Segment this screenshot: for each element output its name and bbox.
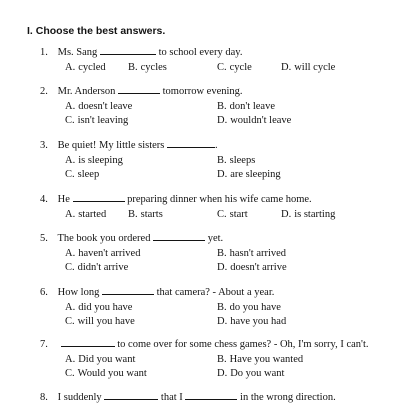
option-b[interactable]: B. do you have — [217, 301, 281, 313]
option-a[interactable]: A. haven't arrived — [65, 247, 141, 259]
options-row — [40, 208, 336, 223]
question-stem — [40, 285, 274, 301]
stem-before-blank: How long — [57, 287, 100, 298]
question-number: 6. — [40, 287, 48, 298]
stem-after-blank: that camera? - About a year. — [156, 287, 275, 298]
answer-blank — [100, 45, 156, 55]
answer-blank — [185, 390, 237, 400]
option-d[interactable]: D. are sleeping — [217, 169, 281, 180]
option-a[interactable]: A. doesn't leave — [65, 100, 133, 112]
question-4 — [40, 192, 336, 222]
question-stem — [40, 231, 223, 247]
answer-blank — [102, 285, 154, 295]
option-d[interactable]: D. have you had — [217, 316, 287, 327]
option-c[interactable]: C. Would you want — [65, 368, 147, 379]
options-row — [40, 61, 336, 76]
question-stem — [40, 192, 312, 208]
question-2 — [40, 84, 292, 129]
section-heading: I. Choose the best answers. — [27, 25, 166, 37]
option-d[interactable]: D. is starting — [281, 208, 336, 220]
option-b[interactable]: B. don't leave — [217, 100, 275, 112]
question-stem — [40, 390, 336, 406]
option-a[interactable]: A. did you have — [65, 301, 133, 313]
stem-part-2: that I — [160, 392, 183, 403]
question-number: 5. — [40, 233, 48, 244]
option-c[interactable]: C. isn't leaving — [65, 115, 129, 126]
option-d[interactable]: D. wouldn't leave — [217, 115, 292, 126]
question-3 — [40, 138, 281, 183]
answer-blank — [73, 192, 125, 202]
stem-before-blank: The book you ordered — [57, 233, 151, 244]
question-8 — [40, 390, 336, 406]
option-b[interactable]: B. hasn't arrived — [217, 247, 287, 259]
option-c[interactable]: C. start — [217, 208, 248, 220]
question-number: 2. — [40, 86, 48, 97]
question-number: 1. — [40, 47, 48, 58]
option-a[interactable]: A. Did you want — [65, 353, 136, 365]
question-6 — [40, 285, 287, 330]
option-a[interactable]: A. cycled — [65, 61, 106, 73]
question-5 — [40, 231, 287, 276]
option-a[interactable]: A. is sleeping — [65, 154, 123, 166]
question-stem — [40, 138, 218, 154]
question-number: 4. — [40, 194, 48, 205]
question-stem — [40, 84, 243, 100]
question-stem — [40, 337, 368, 353]
option-b[interactable]: B. Have you wanted — [217, 353, 304, 365]
stem-after-blank: to school every day. — [158, 47, 243, 58]
option-c[interactable]: C. cycle — [217, 61, 252, 73]
stem-before-blank: Mr. Anderson — [57, 86, 116, 97]
options-grid — [40, 301, 287, 330]
options-grid — [40, 247, 287, 276]
option-c[interactable]: C. didn't arrive — [65, 262, 129, 273]
question-number: 7. — [40, 339, 48, 350]
question-1 — [40, 45, 336, 75]
option-a[interactable]: A. started — [65, 208, 107, 220]
question-stem — [40, 45, 242, 61]
stem-before-blank: Ms. Sang — [57, 47, 98, 58]
stem-after-blank: . — [215, 140, 218, 151]
option-d[interactable]: D. doesn't arrive — [217, 262, 287, 273]
options-grid — [40, 154, 281, 183]
option-c[interactable]: C. will you have — [65, 316, 135, 327]
option-d[interactable]: D. Do you want — [217, 368, 285, 379]
answer-blank — [104, 390, 158, 400]
stem-before-blank: He — [57, 194, 70, 205]
option-b[interactable]: B. starts — [128, 208, 163, 220]
option-b[interactable]: B. sleeps — [217, 154, 256, 166]
stem-after-blank: yet. — [207, 233, 224, 244]
stem-after-blank: tomorrow evening. — [162, 86, 243, 97]
stem-part-3: in the wrong direction. — [240, 392, 336, 403]
option-d[interactable]: D. will cycle — [281, 61, 336, 73]
stem-before-blank: Be quiet! My little sisters — [57, 140, 165, 151]
stem-part-1: I suddenly — [57, 392, 102, 403]
answer-blank — [61, 337, 115, 347]
answer-blank — [118, 84, 160, 94]
stem-after-blank: preparing dinner when his wife came home. — [127, 194, 312, 205]
answer-blank — [153, 231, 205, 241]
stem-after-blank: to come over for some chess games? - Oh, I'm sorry, I can't. — [117, 339, 369, 350]
options-grid — [40, 100, 292, 129]
question-7 — [40, 337, 368, 382]
options-grid — [40, 353, 368, 382]
question-number: 3. — [40, 140, 48, 151]
question-number: 8. — [40, 392, 48, 403]
option-b[interactable]: B. cycles — [128, 61, 167, 73]
answer-blank — [167, 138, 215, 148]
option-c[interactable]: C. sleep — [65, 169, 100, 180]
